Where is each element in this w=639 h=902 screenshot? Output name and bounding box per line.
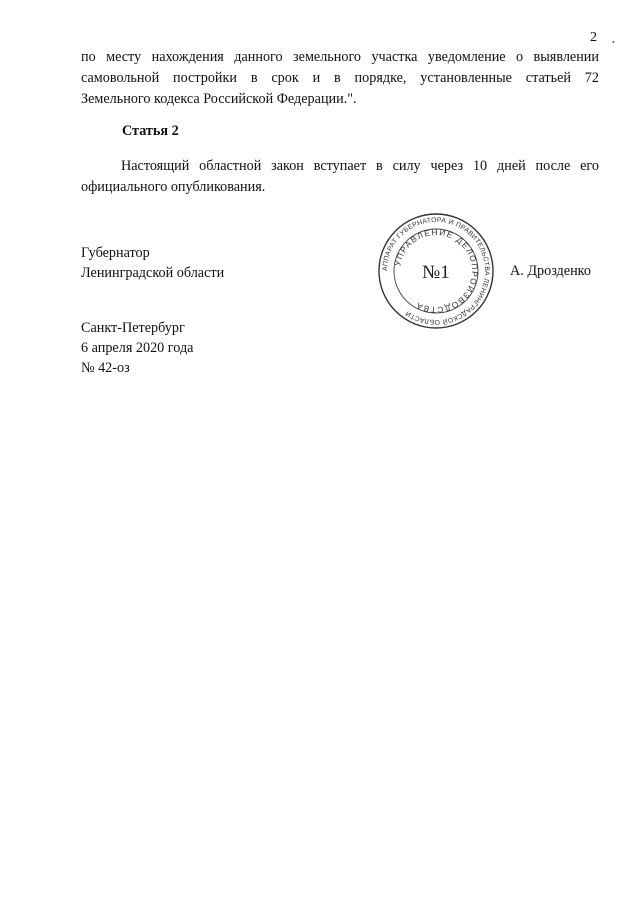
place-city: Санкт-Петербург xyxy=(81,320,185,336)
continuation-line: по месту нахождения данного земельного участка уведомление о выявлении xyxy=(81,49,599,65)
document-date: 6 апреля 2020 года xyxy=(81,340,194,356)
seal-center-number: №1 xyxy=(422,262,450,283)
signatory-title xyxy=(81,243,224,283)
signatory-name: А. Дрозденко xyxy=(510,263,591,279)
signatory-title-line: Ленинградской области xyxy=(81,265,225,281)
article-heading: Статья 2 xyxy=(122,123,179,139)
article-line: официального опубликования. xyxy=(81,179,266,195)
article-line: Настоящий областной закон вступает в силу через 10 дней после его xyxy=(121,158,599,174)
seal-outer-text: АППАРАТ ГУБЕРНАТОРА И ПРАВИТЕЛЬСТВА ЛЕНИНГРАДСКОЙ ОБЛАСТИ xyxy=(381,216,491,326)
continuation-paragraph xyxy=(81,47,599,110)
continuation-line: самовольной постройки в срок и в порядке, установленные статьей 72 xyxy=(81,70,599,86)
page-mark: • xyxy=(612,38,615,47)
official-seal-stamp xyxy=(376,212,496,330)
seal-inner-text: УПРАВЛЕНИЕ ДЕЛОПРОИЗВОДСТВА xyxy=(393,227,480,315)
page-number: 2 xyxy=(590,30,597,45)
article-paragraph xyxy=(81,156,599,198)
document-place-date xyxy=(81,318,193,378)
signatory-title-line: Губернатор xyxy=(81,245,150,261)
document-number: № 42-оз xyxy=(81,360,130,376)
continuation-line: Земельного кодекса Российской Федерации.". xyxy=(81,91,357,107)
